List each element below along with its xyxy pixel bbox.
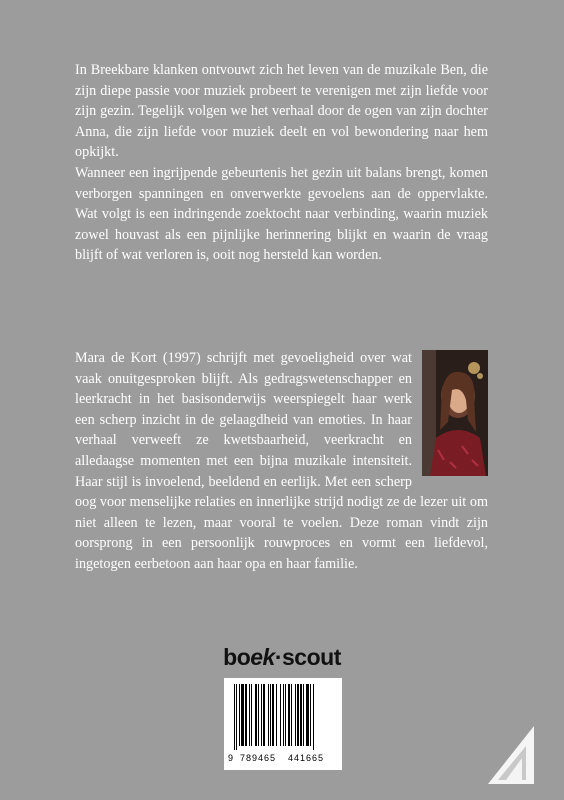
logo-text-3: scout	[282, 644, 341, 670]
barcode-bar	[283, 684, 284, 746]
barcode-bar	[272, 684, 274, 746]
author-bio-text: Mara de Kort (1997) schrijft met gevoeligheid over wat vaak onuitgesproken blijft. Als gedragswetenschapper en leerkracht in het basisonderwijs weerspiegelt haar werk een scherp inzicht in de gelaagdheid van emoties. In haar verhaal verweeft ze kwetsbaarheid, veerkracht en alledaagse momenten met een bijna muzikale intensiteit. Haar stijl is invoelend, beeldend en eerlijk. Met een scherp oog voor menselijke relaties en innerlijke strijd nodigt ze de lezer uit om niet alleen te lezen, maar vooral te voelen. Deze roman vindt zijn oorsprong in een persoonlijk rouwproces en vormt een liefdevol, ingetogen eerbetoon aan haar opa en haar familie.	[75, 350, 488, 572]
barcode-bar	[251, 684, 252, 746]
barcode-bar	[280, 684, 281, 746]
blurb-paragraph-1: In Breekbare klanken ontvouwt zich het leven van de muzikale Ben, die zijn diepe passie voor muziek probeert te verenigen met zijn liefde voor zijn gezin. Tegelijk volgen we het verhaal door de ogen van zijn dochter Anna, die zijn liefde voor muziek deelt en vol bewondering naar hem opkijkt.	[75, 62, 488, 161]
barcode-bar	[285, 684, 286, 746]
barcode-bar	[295, 684, 296, 746]
barcode-bar	[249, 684, 250, 746]
barcode-bar	[263, 684, 265, 746]
isbn-barcode	[224, 678, 342, 770]
barcode-bar	[268, 684, 269, 746]
barcode-bar	[241, 684, 244, 746]
barcode-bar	[297, 684, 299, 746]
book-blurb	[75, 60, 488, 266]
barcode-bar	[313, 684, 314, 750]
blurb-paragraph-2: Wanneer een ingrijpende gebeurtenis het gezin uit balans brengt, komen verborgen spanningen en onverwerkte gevoelens aan de oppervlakte. Wat volgt is een indringende zoektocht naar verbinding, waarin muziek zowel houvast als een pijnlijke herinnering blijkt en waarin de vraag blijft of wat verloren is, ooit nog hersteld kan worden.	[75, 164, 488, 264]
logo-dot: ·	[274, 644, 283, 670]
barcode-bar	[303, 684, 304, 746]
barcode-bar	[236, 684, 237, 750]
publisher-logo	[0, 644, 564, 671]
barcode-bar	[261, 684, 262, 746]
logo-text-2: ek	[250, 644, 275, 670]
barcode-bar	[245, 684, 247, 746]
barcode-bar	[276, 684, 277, 746]
barcode-digit-first: 9	[228, 753, 235, 763]
barcode-bar	[258, 684, 259, 746]
barcode-bar	[291, 684, 292, 746]
barcode-bar	[300, 684, 302, 746]
barcode-bar	[234, 684, 235, 750]
barcode-bar	[239, 684, 240, 746]
logo-text-1: bo	[223, 644, 251, 670]
barcode-bar	[306, 684, 309, 746]
barcode-group-right: 441665	[288, 753, 325, 763]
barcode-bar	[270, 684, 271, 746]
barcode-bar	[288, 684, 290, 746]
barcode-bar	[310, 684, 311, 746]
author-photo	[422, 350, 488, 476]
barcode-group-left: 789465	[240, 753, 277, 763]
barcode-bars	[224, 678, 342, 754]
author-portrait-image	[422, 350, 488, 476]
fsc-tree-icon	[486, 724, 546, 786]
barcode-bar	[255, 684, 257, 746]
author-bio-section	[75, 348, 488, 575]
